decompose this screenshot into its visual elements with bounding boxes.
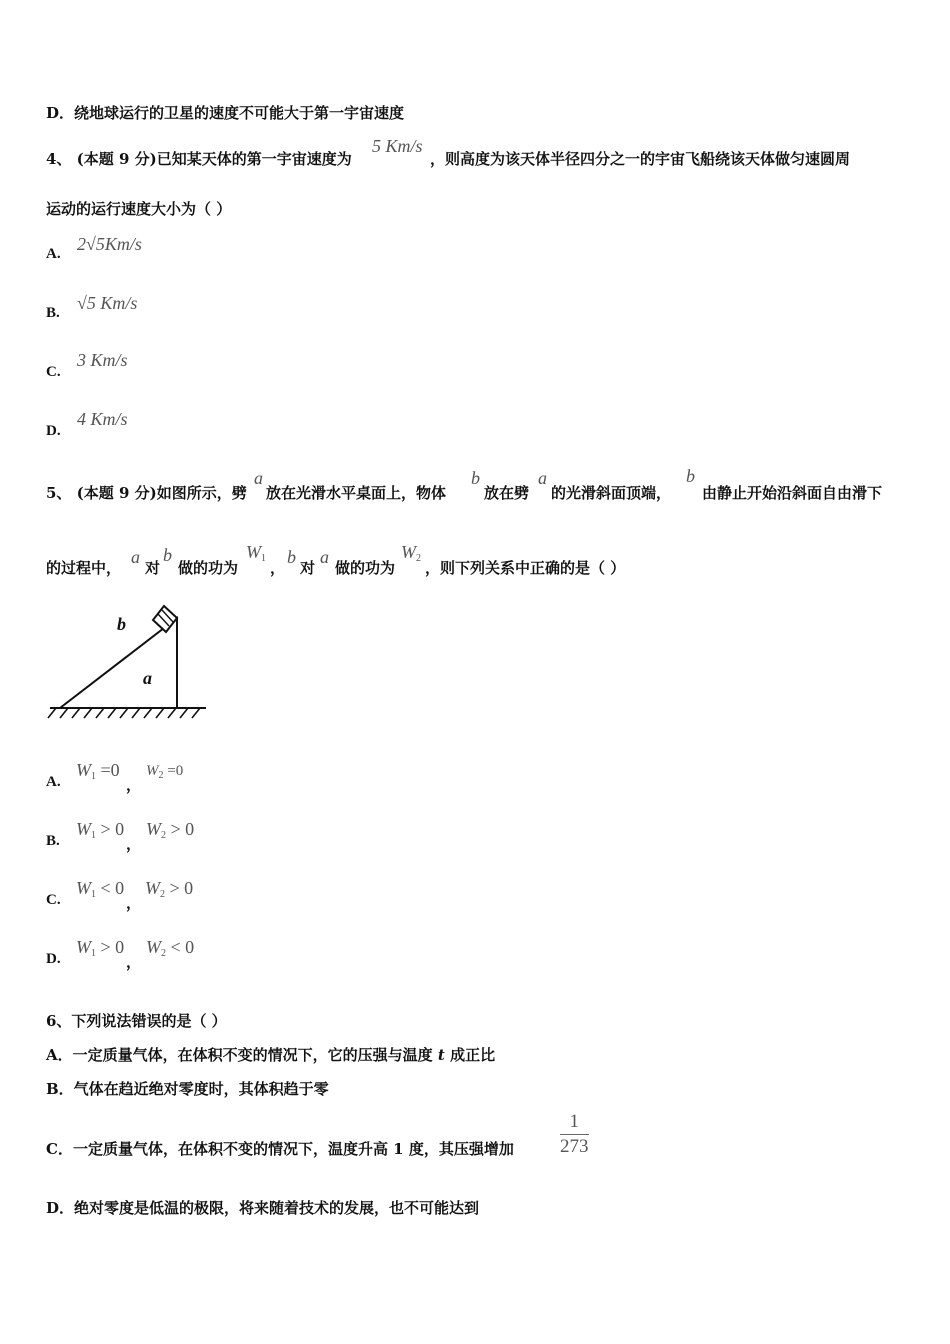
q5-stem-line2-end: ，则下列关系中正确的是（ ） xyxy=(425,559,626,577)
q5-dui-2: 对 xyxy=(300,559,316,577)
q4-stem-prefix: 4、 (本题 9 分)已知某天体的第一宇宙速度为 xyxy=(46,150,352,168)
q6-option-a: A．一定质量气体，在体积不变的情况下，它的压强与温度 t 成正比 xyxy=(46,1046,496,1064)
q5-stem-part4: 的光滑斜面顶端， xyxy=(551,484,672,502)
q4-option-b-label: B. xyxy=(46,305,60,321)
q4-option-a-value: 2√5Km/s xyxy=(77,234,142,254)
q4-option-a-label: A. xyxy=(46,246,61,262)
q4-stem-suffix: ，则高度为该天体半径四分之一的宇宙飞船绕该天体做匀速圆周 xyxy=(430,150,851,168)
q5-option-c-label: C. xyxy=(46,892,61,908)
q5-stem-part2: 放在光滑水平桌面上，物体 xyxy=(266,484,447,502)
q6-option-d: D．绝对零度是低温的极限，将来随着技术的发展，也不可能达到 xyxy=(46,1199,480,1217)
q4-option-c-value: 3 Km/s xyxy=(77,350,128,370)
q5-wedge-figure xyxy=(44,596,214,722)
q5-zuogong-1: 做的功为 xyxy=(178,559,239,577)
q4-stem-line2: 运动的运行速度大小为（ ） xyxy=(46,200,232,218)
q5-option-d-label: D. xyxy=(46,951,61,967)
figure-label-b: b xyxy=(117,614,126,634)
q5-option-c-w2: $W_2 > 0$ xyxy=(145,878,194,900)
q5-stem-part1: 5、 (本题 9 分)如图所示，劈 xyxy=(46,484,247,502)
q5-var-a3: a xyxy=(131,547,140,567)
q6-option-c-fraction: $\frac{1}{273}$ xyxy=(560,1111,589,1157)
q5-option-c-w1: $W_1 < 0$ xyxy=(76,878,125,900)
q4-option-d-label: D. xyxy=(46,423,61,439)
q4-option-d-value: 4 Km/s xyxy=(77,409,128,429)
q5-option-a-w2: $W_2 =0$ xyxy=(146,763,184,781)
q5-option-b-w1: $W_1 > 0$ xyxy=(76,819,125,841)
q3-option-d: D．绕地球运行的卫星的速度不可能大于第一宇宙速度 xyxy=(46,104,405,122)
q5-var-a2: a xyxy=(538,468,547,488)
q4-option-c-label: C. xyxy=(46,364,61,380)
figure-label-a: a xyxy=(143,668,152,688)
q5-w1: $W_1$ xyxy=(246,542,266,564)
q4-speed: 5 Km/s xyxy=(372,136,423,156)
q5-option-a-w1: $W_1 =0$ xyxy=(76,760,120,782)
q5-stem-line2-start: 的过程中， xyxy=(46,559,122,577)
q5-w2: $W_2$ xyxy=(401,542,421,564)
q5-stem-part5: 由静止开始沿斜面自由滑下 xyxy=(702,484,883,502)
q5-var-b: b xyxy=(471,468,480,488)
q5-var-b2: b xyxy=(686,466,695,486)
q4-option-b-value: √5 Km/s xyxy=(77,293,138,313)
table-hatching xyxy=(48,708,200,718)
q6-stem: 6、下列说法错误的是（ ） xyxy=(46,1012,227,1030)
q5-var-a4: a xyxy=(320,547,329,567)
q6-option-a-t: t xyxy=(437,1046,445,1064)
q5-option-d-sep: ， xyxy=(126,953,142,971)
q5-stem-part3: 放在劈 xyxy=(484,484,530,502)
q5-option-d-w1: $W_1 > 0$ xyxy=(76,937,125,959)
q6-option-b: B．气体在趋近绝对零度时，其体积趋于零 xyxy=(46,1080,329,1098)
q5-var-a: a xyxy=(254,468,263,488)
q5-zuogong-2: 做的功为 xyxy=(335,559,396,577)
q5-option-a-sep: ， xyxy=(126,776,142,794)
q5-option-a-label: A. xyxy=(46,774,61,790)
q5-var-b4: b xyxy=(287,547,296,567)
q5-option-b-w2: $W_2 > 0$ xyxy=(146,819,195,841)
q5-var-b3: b xyxy=(163,545,172,565)
q5-option-b-label: B. xyxy=(46,833,60,849)
q5-dui-1: 对 xyxy=(145,559,161,577)
q5-comma: ， xyxy=(270,559,286,577)
q5-option-d-w2: $W_2 < 0$ xyxy=(146,937,195,959)
block-b xyxy=(153,606,177,632)
q5-option-c-sep: ， xyxy=(126,894,142,912)
q6-option-c: C．一定质量气体，在体积不变的情况下，温度升高 1 度，其压强增加 xyxy=(46,1140,514,1158)
q5-option-b-sep: ， xyxy=(126,835,142,853)
